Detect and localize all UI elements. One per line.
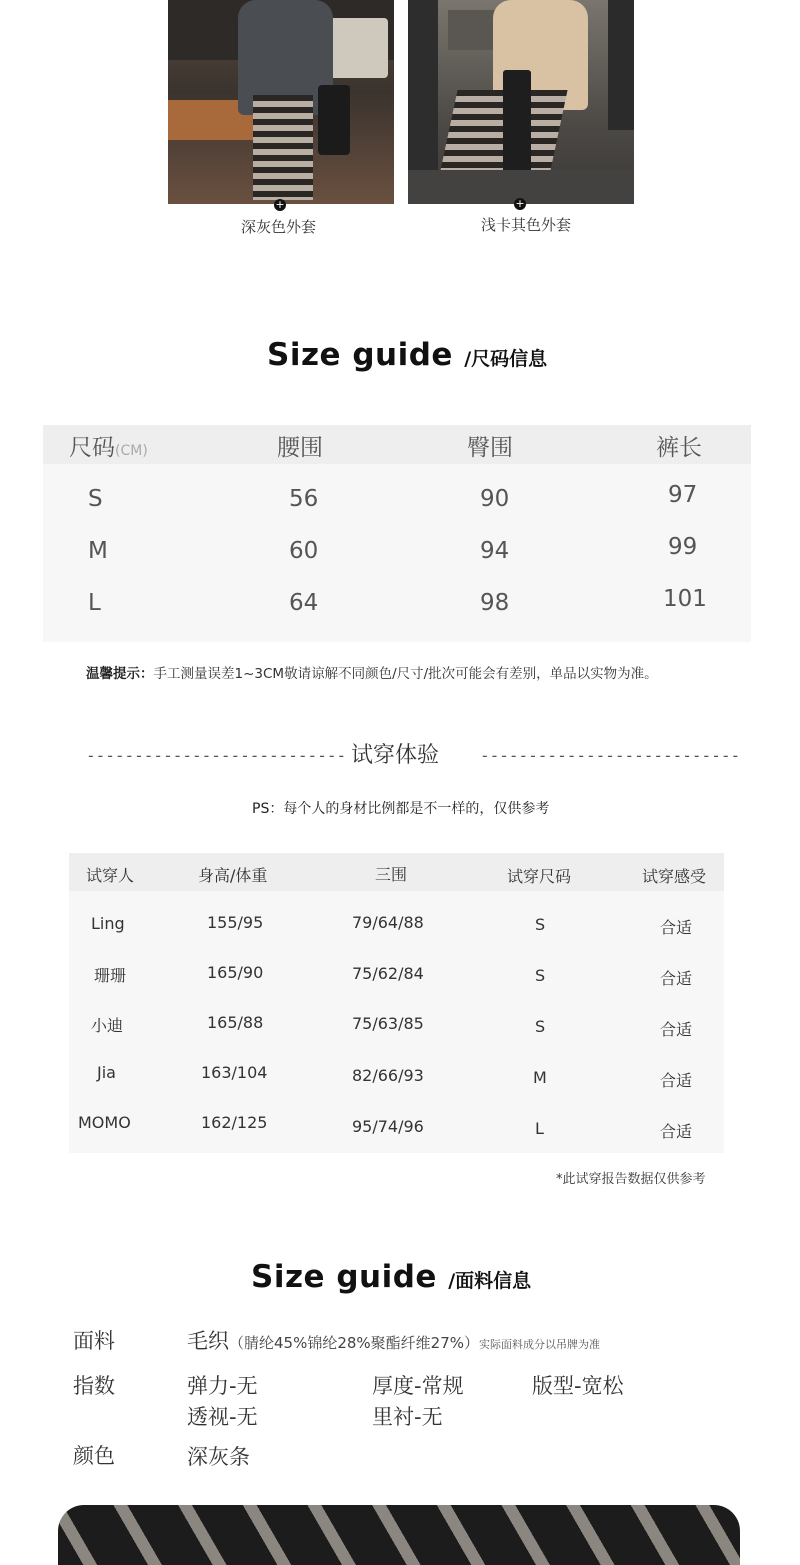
size-guide-subtitle: /尺码信息: [464, 348, 548, 370]
try-cell: 合适: [660, 969, 693, 988]
try-on-note: *此试穿报告数据仅供参考: [556, 1172, 706, 1187]
index-item: 弹力-无: [187, 1374, 258, 1398]
try-on-ps: PS：每个人的身材比例都是不一样的，仅供参考: [252, 801, 550, 817]
dark-gray-coat-caption: 深灰色外套: [241, 218, 317, 236]
size-header-length: 裤长: [656, 435, 702, 461]
size-cell: 99: [668, 534, 698, 560]
size-header-size: 尺码(CM): [69, 435, 148, 461]
try-cell: 75/62/84: [352, 964, 424, 983]
size-cell: 60: [289, 538, 319, 564]
try-cell: 合适: [660, 1020, 693, 1039]
try-cell: 95/74/96: [352, 1117, 424, 1136]
try-header-person: 试穿人: [86, 866, 135, 885]
size-cell: 98: [480, 590, 510, 616]
try-cell: 163/104: [201, 1063, 268, 1082]
fabric-composition-note: 实际面料成分以吊牌为准: [479, 1338, 601, 1351]
fabric-guide-heading: [251, 1259, 531, 1295]
try-cell: S: [535, 966, 546, 985]
try-cell: S: [535, 915, 546, 934]
try-cell: 合适: [660, 918, 693, 937]
try-header-size: 试穿尺码: [507, 867, 572, 886]
size-cell: 64: [289, 590, 319, 616]
size-cell: M: [88, 538, 108, 564]
fabric-material: 毛织: [187, 1329, 229, 1353]
try-cell: MOMO: [78, 1113, 131, 1132]
index-item: 透视-无: [187, 1405, 258, 1429]
size-header-waist: 腰围: [277, 435, 323, 461]
index-item: 里衬-无: [372, 1405, 443, 1429]
try-cell: 155/95: [207, 913, 264, 932]
size-unit: (CM): [115, 443, 148, 459]
index-item: 厚度-常规: [372, 1374, 464, 1398]
try-cell: 合适: [660, 1122, 693, 1141]
warm-tip: [86, 662, 658, 682]
try-cell: 75/63/85: [352, 1014, 424, 1033]
size-table: [43, 425, 751, 642]
size-cell: S: [88, 486, 103, 512]
size-table-header: [43, 425, 751, 464]
size-header-hip: 臀围: [467, 435, 513, 461]
plus-icon: +: [275, 198, 285, 211]
index-label: 指数: [73, 1374, 115, 1398]
fabric-guide-title: Size guide: [251, 1259, 437, 1295]
fabric-swatch-photo: [58, 1505, 740, 1565]
warm-tip-label: 温馨提示：: [86, 666, 154, 682]
try-cell: 合适: [660, 1071, 693, 1090]
try-cell: 82/66/93: [352, 1066, 424, 1085]
index-item: 版型-宽松: [532, 1374, 624, 1398]
fabric-composition: （腈纶45%锦纶28%聚酯纤维27%）: [229, 1334, 480, 1352]
try-cell: 79/64/88: [352, 913, 424, 932]
try-cell: Jia: [97, 1063, 116, 1082]
try-header-feeling: 试穿感受: [642, 867, 707, 886]
try-on-title: 试穿体验: [351, 743, 440, 768]
size-cell: L: [88, 590, 101, 616]
divider-right: ---------------------------: [480, 746, 741, 765]
plus-icon: +: [515, 197, 525, 210]
size-cell: 90: [480, 486, 510, 512]
try-cell: 珊珊: [94, 966, 127, 985]
fabric-guide-subtitle: /面料信息: [448, 1270, 532, 1292]
size-guide-heading: [267, 337, 547, 373]
try-cell: S: [535, 1017, 546, 1036]
warm-tip-text: 手工测量误差1~3CM敬请谅解不同颜色/尺寸/批次可能会有差别，单品以实物为准。: [153, 666, 658, 682]
try-cell: 小迪: [91, 1016, 124, 1035]
try-on-table: [69, 853, 724, 1153]
try-cell: M: [533, 1068, 547, 1087]
try-cell: L: [535, 1119, 544, 1138]
size-cell: 56: [289, 486, 319, 512]
size-cell: 97: [668, 482, 698, 508]
color-value: 深灰条: [187, 1445, 250, 1469]
fabric-value: [187, 1325, 600, 1355]
fabric-label: 面料: [73, 1329, 115, 1353]
size-cell: 101: [663, 586, 707, 612]
size-cell: 94: [480, 538, 510, 564]
product-photo-khaki: [408, 0, 634, 204]
color-label: 颜色: [73, 1444, 115, 1468]
try-cell: 165/90: [207, 963, 264, 982]
try-cell: 165/88: [207, 1013, 264, 1032]
try-cell: 162/125: [201, 1113, 268, 1132]
try-cell: Ling: [91, 914, 125, 933]
divider-left: ---------------------------: [86, 746, 347, 765]
product-photo-dark-gray: [168, 0, 394, 204]
try-header-measurements: 三围: [375, 865, 408, 884]
khaki-coat-caption: 浅卡其色外套: [481, 216, 572, 234]
try-header-height-weight: 身高/体重: [198, 866, 268, 885]
size-guide-title: Size guide: [267, 337, 453, 373]
